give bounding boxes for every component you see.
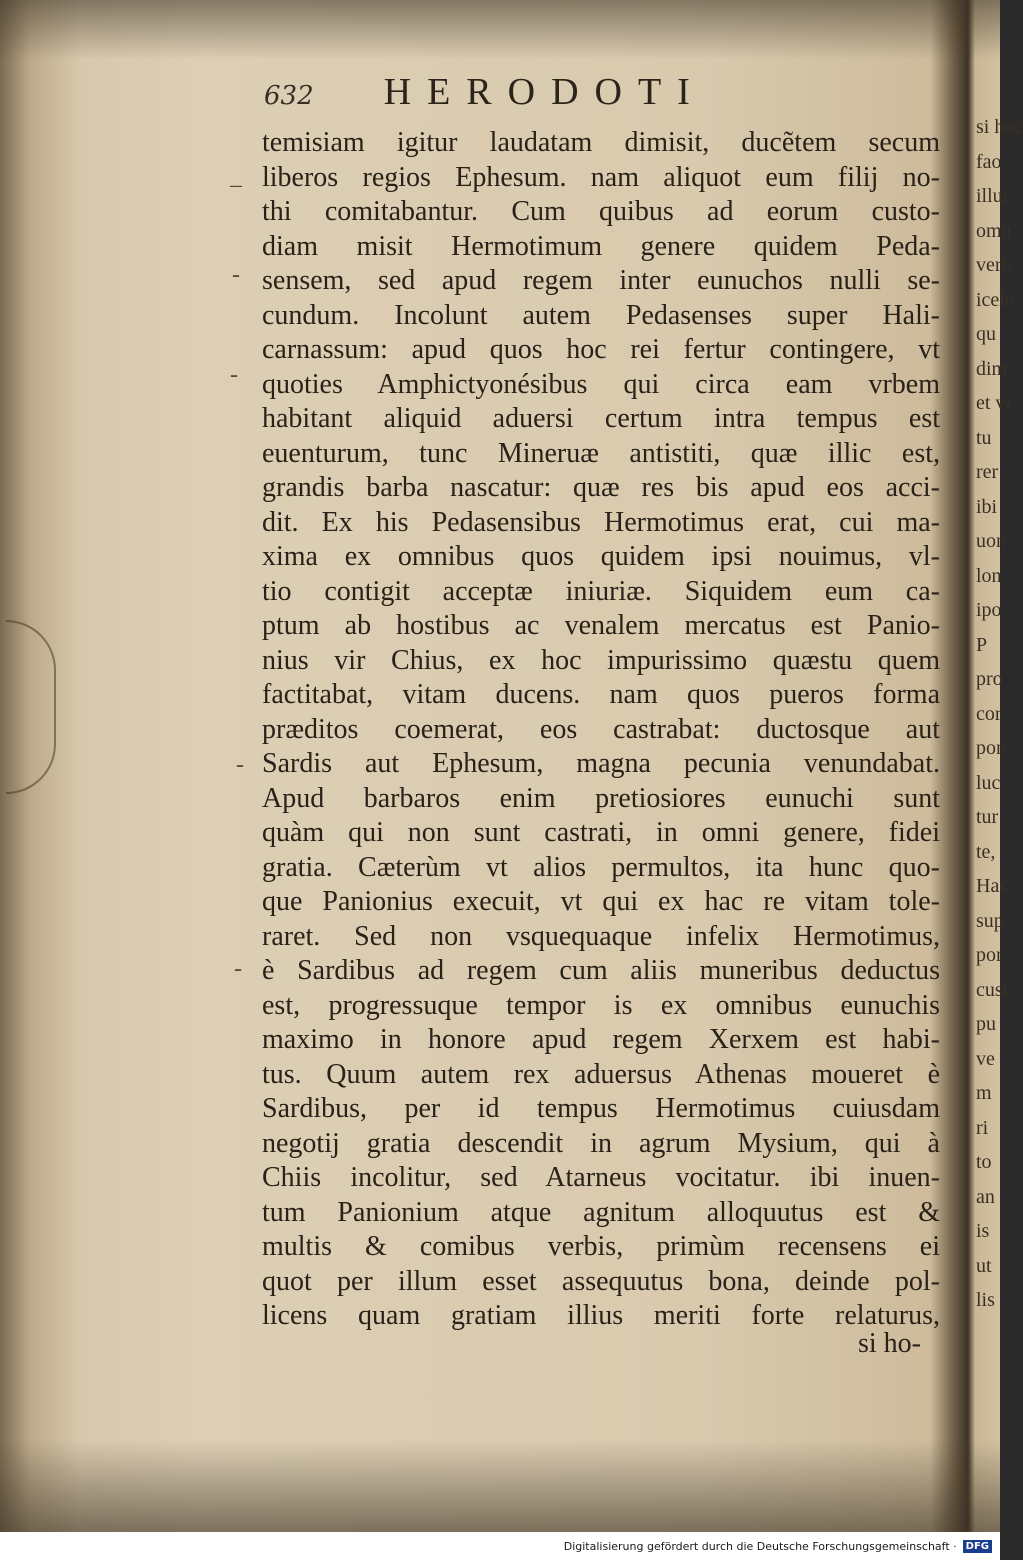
facing-fragment: tur: [976, 806, 999, 828]
facing-fragment: is: [976, 1220, 990, 1242]
facing-fragment: te,: [976, 840, 996, 863]
text-line: multis & comibus verbis, primùm recensens ei: [262, 1231, 940, 1262]
facing-fragment: ri: [976, 1116, 989, 1139]
facing-fragment: tu: [976, 426, 992, 449]
facing-fragment: to: [976, 1151, 992, 1173]
page-shadow-top: [0, 0, 1000, 60]
facing-fragment: qu: [976, 323, 996, 345]
text-line: maximo in honore apud regem Xerxem est habi-: [262, 1024, 940, 1055]
footer-credit: Digitalisierung gefördert durch die Deutsche Forschungsgemeinschaft ·: [563, 1539, 957, 1553]
dfg-logo: DFG: [963, 1540, 992, 1553]
text-line: è Sardibus ad regem cum aliis muneribus deductus: [262, 955, 940, 986]
text-line: carnassum: apud quos hoc rei fertur contingere, vt: [262, 334, 940, 365]
facing-fragment: P: [976, 633, 988, 656]
facing-fragment: an: [976, 1185, 995, 1208]
text-line: dit. Ex his Pedasensibus Hermotimus erat, cui ma-: [262, 506, 940, 538]
text-line: nius vir Chius, ex hoc impurissimo quæstu quem: [262, 644, 940, 676]
facing-fragment: lis: [976, 1289, 995, 1311]
running-title: HERODOTI: [383, 71, 706, 113]
facing-fragment: cust: [976, 978, 1009, 1001]
text-line: est, progressuque tempor is ex omnibus eunuchis: [262, 989, 940, 1021]
text-line: gratia. Cæterùm vt alios permultos, ita hunc quo-: [262, 851, 940, 883]
facing-page-fragments: [976, 110, 1023, 1318]
text-line: quoties Amphictyonésibus qui circa eam vrbem: [262, 368, 940, 400]
facing-fragment: ve: [976, 1047, 995, 1070]
margin-mark: –: [230, 172, 242, 198]
facing-fragment: Hac: [976, 875, 1009, 897]
text-line: raret. Sed non vsquequaque infelix Hermotimus,: [262, 920, 940, 952]
text-line: licens quam gratiam illius meriti forte relaturus,: [262, 1300, 940, 1331]
text-line: xima ex omnibus quos quidem ipsi nouimus, vl-: [262, 541, 940, 572]
running-head: [250, 70, 960, 122]
text-line: Sardis aut Ephesum, magna pecunia venundabat.: [262, 748, 940, 779]
margin-mark: -: [234, 956, 242, 982]
text-line: diam misit Hermotimum genere quidem Peda-: [262, 230, 940, 262]
text-line: tus. Quum autem rex aduersus Athenas moueret è: [262, 1058, 940, 1090]
facing-fragment: uon: [976, 530, 1006, 552]
facing-fragment: icele: [976, 288, 1014, 311]
facing-fragment: illuc: [976, 185, 1012, 207]
facing-fragment: pro: [976, 668, 1003, 690]
margin-mark: -: [236, 752, 244, 778]
text-line: que Panionius execuit, vt qui ex hac re vitam tole-: [262, 886, 940, 917]
facing-fragment: pon: [976, 737, 1006, 759]
facing-fragment: sup: [976, 909, 1004, 932]
facing-fragment: et vi: [976, 392, 1011, 414]
facing-fragment: fao: [976, 150, 1002, 173]
facing-fragment: omn: [976, 219, 1012, 242]
text-line: Chiis incolitur, sed Atarneus vocitatur. ibi inuen-: [262, 1162, 940, 1193]
text-line: tio contigit acceptæ iniuriæ. Siquidem eum ca-: [262, 575, 940, 607]
text-line: cundum. Incolunt autem Pedasenses super Hali-: [262, 299, 940, 331]
text-line: quàm qui non sunt castrati, in omni genere, fidei: [262, 817, 940, 848]
facing-fragment: cor: [976, 702, 1002, 725]
page-edge-curl: [6, 620, 56, 794]
margin-mark: -: [232, 262, 240, 288]
margin-mark: -: [230, 362, 238, 388]
facing-fragment: luc: [976, 771, 1001, 794]
facing-fragment: lon: [976, 564, 1002, 587]
catchword: si ho-: [858, 1328, 921, 1359]
facing-fragment: verb: [976, 254, 1012, 276]
page-shadow-bottom: [0, 1440, 1000, 1532]
text-line: grandis barba nascatur: quæ res bis apud eos acci-: [262, 472, 940, 503]
text-line: ptum ab hostibus ac venalem mercatus est Panio-: [262, 610, 940, 641]
text-line: tum Panionium atque agnitum alloquutus est &: [262, 1196, 940, 1228]
text-line: Apud barbaros enim pretiosiores eunuchi sunt: [262, 782, 940, 814]
text-line: præditos coemerat, eos castrabat: ductosque aut: [262, 713, 940, 745]
facing-fragment: rer: [976, 461, 999, 483]
facing-fragment: dim: [976, 357, 1008, 380]
text-line: factitabat, vitam ducens. nam quos pueros forma: [262, 679, 940, 710]
facing-fragment: pu: [976, 1013, 996, 1035]
text-line: quot per illum esset assequutus bona, deinde pol-: [262, 1265, 940, 1297]
facing-fragment: si hoc: [976, 116, 1023, 138]
text-line: habitant aliquid aduersi certum intra tempus est: [262, 403, 940, 434]
text-line: Sardibus, per id tempus Hermotimus cuiusdam: [262, 1093, 940, 1124]
text-line: thi comitabantur. Cum quibus ad eorum custo-: [262, 196, 940, 227]
text-line: liberos regios Ephesum. nam aliquot eum filij no-: [262, 161, 940, 193]
body-text: [250, 126, 960, 1334]
text-line: sensem, sed apud regem inter eunuchos nulli se-: [262, 265, 940, 296]
text-line: negotij gratia descendit in agrum Mysium, qui à: [262, 1127, 940, 1159]
facing-fragment: ut: [976, 1254, 992, 1277]
facing-fragment: m: [976, 1082, 992, 1104]
facing-fragment: por: [976, 944, 1003, 966]
book-page: [250, 70, 960, 1334]
text-line: euenturum, tunc Mineruæ antistiti, quæ illic est,: [262, 437, 940, 469]
facing-fragment: ipo: [976, 599, 1002, 621]
text-line: temisiam igitur laudatam dimisit, ducẽtem secum: [262, 127, 940, 158]
facing-fragment: ibi: [976, 495, 998, 518]
footer-bar: [0, 1532, 1000, 1560]
page-number: 632: [264, 81, 314, 111]
